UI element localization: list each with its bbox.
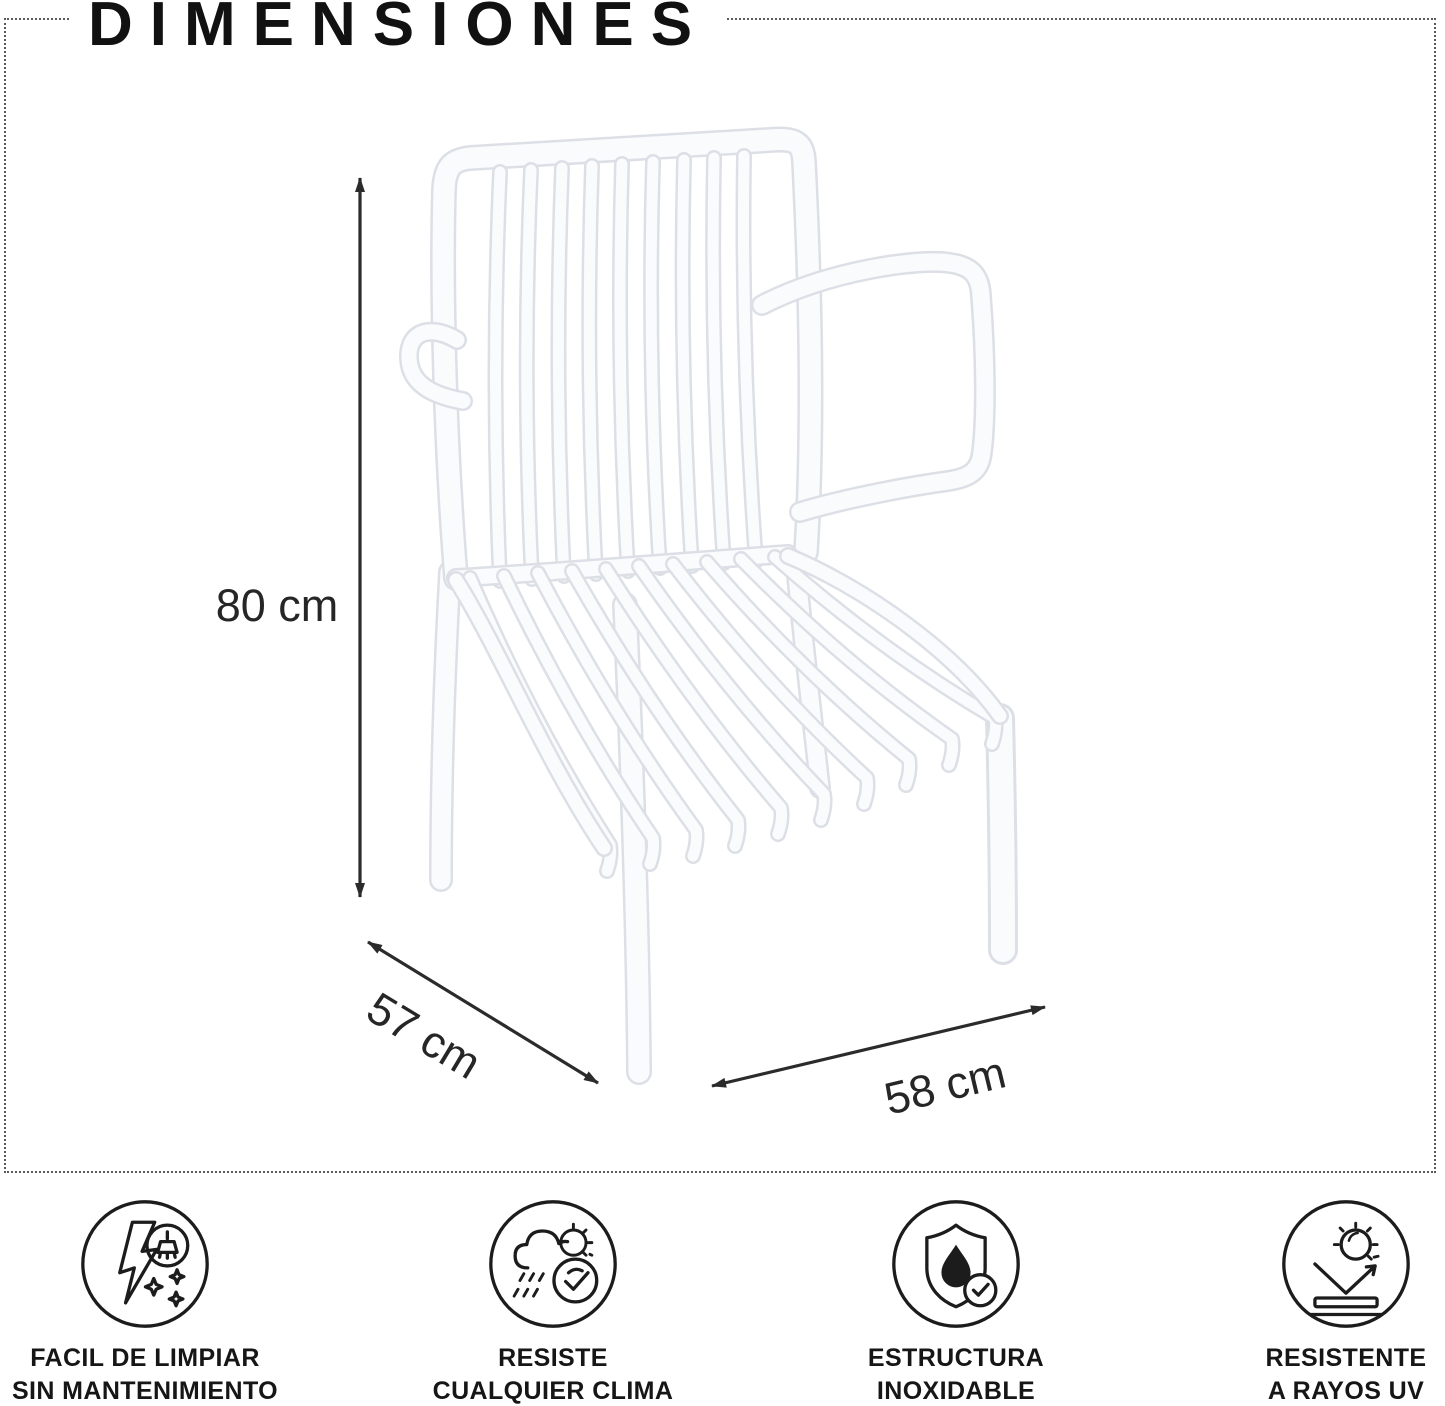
cloud-sun-check-weather-icon [485,1196,621,1332]
shield-water-drop-icon [888,1196,1024,1332]
feature-label-line: A RAYOS UV [1267,1376,1425,1405]
feature-stainless-structure [776,1196,1136,1406]
width-dimension-label: 58 cm [879,1046,1011,1125]
feature-label-line: SIN MANTENIMIENTO [11,1376,279,1405]
lightning-sparkle-clean-icon [77,1196,213,1332]
feature-easy-clean [0,1196,325,1406]
feature-label-line: ESTRUCTURA [867,1344,1045,1372]
chair-illustration [409,140,1003,1072]
sun-reflect-uv-icon [1278,1196,1414,1332]
feature-weather-resistant [373,1196,733,1406]
feature-label-line: RESISTE [498,1344,608,1372]
page-title: DIMENSIONES [70,0,727,58]
feature-label-line: INOXIDABLE [876,1376,1036,1405]
feature-label-line: RESISTENTE [1265,1344,1427,1372]
depth-dimension-label: 57 cm [358,982,490,1089]
feature-label-line: CUALQUIER CLIMA [432,1376,674,1405]
height-dimension-label: 80 cm [215,580,339,631]
feature-label-line: FACIL DE LIMPIAR [30,1344,260,1372]
feature-uv-resistant [1166,1196,1445,1406]
